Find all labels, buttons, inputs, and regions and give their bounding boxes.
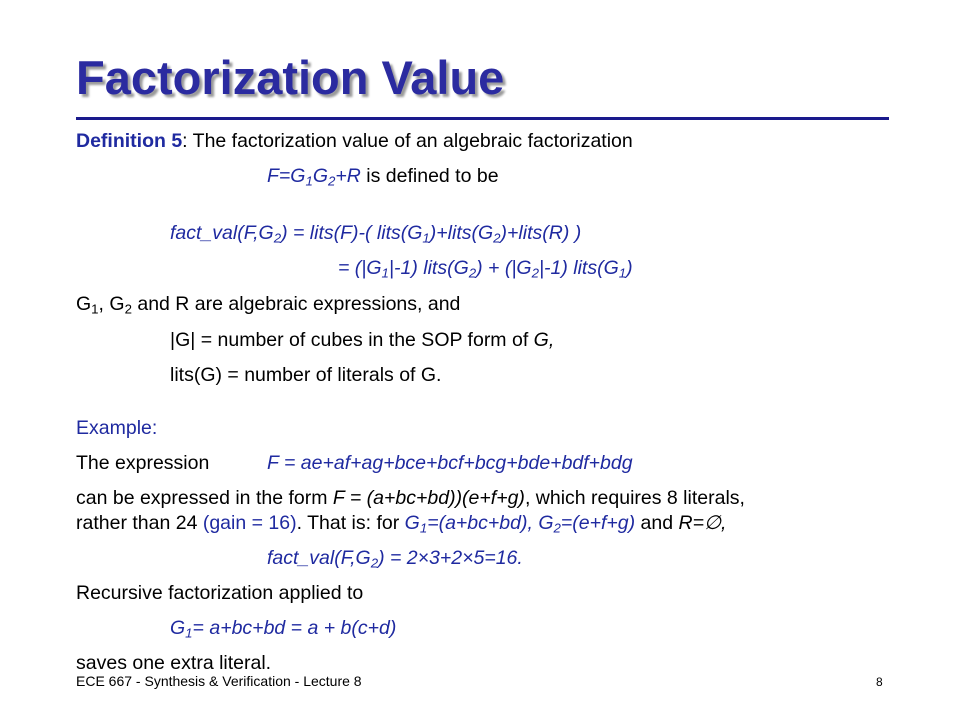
literal-count-def: lits(G) = number of literals of G.	[170, 364, 442, 386]
slide-title: Factorization Value	[76, 51, 505, 104]
expression-full: F = ae+af+ag+bce+bcf+bcg+bde+bdf+bdg	[267, 452, 633, 474]
example-label: Example:	[76, 417, 158, 439]
saves-line: saves one extra literal.	[76, 652, 272, 674]
factorization-form: $F=G_1G_2+R$	[267, 165, 361, 189]
definition-text: : The factorization value of an algebraic factorization	[182, 130, 633, 152]
cube-count-def: |G| = number of cubes in the SOP form of G,	[170, 329, 555, 351]
definition-label: Definition 5	[76, 130, 183, 152]
footer-course: ECE 667 - Synthesis & Verification - Lecture 8	[76, 673, 362, 689]
definition-line	[76, 129, 633, 153]
recursive-line: Recursive factorization applied to	[76, 582, 364, 604]
fact-val-formula: $fact\_val(F,G_2)$ = lits(F)-( $lits(G_1)+lits(G_2)+lits(R)$ )	[170, 222, 582, 246]
recursive-g1: $G_1= a+bc+bd = a + b(c+d)$	[170, 617, 397, 641]
gain-line: rather than 24 (gain = 16). That is: for $G_1=(a+bc+bd)$, $G_2=(e+f+g)$ and R=∅,	[76, 512, 727, 536]
defined-text: is defined to be	[360, 165, 499, 187]
expressions-note: $G_1$, $G_2$ and R are algebraic expressions, and	[76, 293, 461, 317]
gain-value: (gain = 16)	[202, 512, 297, 534]
expression-line: The expression F = ae+af+ag+bce+bcf+bcg+bde+bdf+bdg	[76, 452, 633, 474]
fact-val-result: $fact\_val(F,G_2) = 2\times 3+2\times 5=16$.	[267, 547, 523, 571]
title-underline	[76, 117, 889, 120]
factorization-form-line	[267, 164, 499, 188]
expressed-form-line: can be expressed in the form F = (a+bc+bd))(e+f+g), which requires 8 literals,	[76, 487, 745, 509]
page-number: 8	[876, 675, 883, 689]
empty-set-symbol: ∅	[703, 512, 721, 534]
fact-val-simplified: = $(|G_1|-1)$ $lits(G_2) + (|G_2|-1)$ $lits(G_1)$	[338, 257, 633, 281]
